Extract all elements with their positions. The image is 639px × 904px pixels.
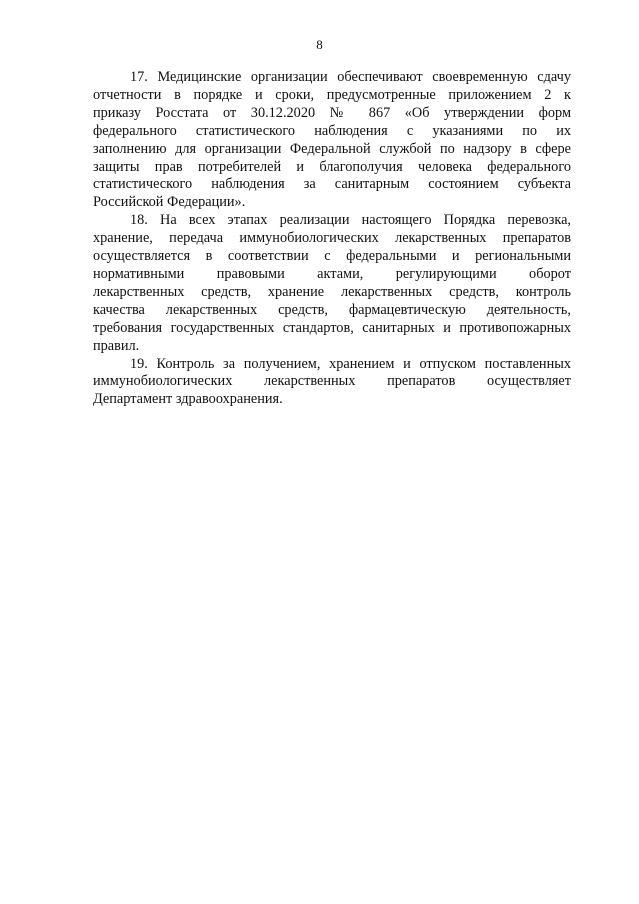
text-line: Российской Федерации». (93, 194, 246, 211)
text-line: осуществляется в соответствии с федеральными и региональными (93, 248, 571, 265)
paragraph-17 (93, 69, 571, 212)
text-line: защиты прав потребителей и благополучия человека федерального (93, 158, 571, 175)
paragraph-18 (93, 212, 571, 355)
text-line: отчетности в порядке и сроки, предусмотренные приложением 2 к (93, 86, 571, 103)
text-line: требования государственных стандартов, санитарных и противопожарных (93, 319, 571, 336)
text-line: 19. Контроль за получением, хранением и отпуском поставленных (130, 355, 571, 372)
paragraph-19 (93, 356, 571, 410)
text-line: заполнению для организации Федеральной службой по надзору в сфере (93, 140, 571, 157)
text-line: хранение, передача иммунобиологических лекарственных препаратов (93, 230, 571, 247)
text-line: правил. (93, 337, 140, 354)
text-line: приказу Росстата от 30.12.2020 № 867 «Об утверждении форм (93, 104, 571, 121)
text-line: лекарственных средств, хранение лекарственных средств, контроль (93, 283, 571, 300)
text-line: статистического наблюдения за санитарным состоянием субъекта (93, 176, 571, 193)
page-number: 8 (316, 37, 323, 52)
text-line: федерального статистического наблюдения с указаниями по их (93, 122, 571, 139)
text-line: нормативными правовыми актами, регулирующими оборот (93, 265, 571, 282)
text-line: 18. На всех этапах реализации настоящего Порядка перевозка, (130, 212, 571, 229)
text-line: иммунобиологических лекарственных препаратов осуществляет (93, 373, 571, 390)
text-line: Департамент здравоохранения. (93, 391, 283, 408)
text-line: 17. Медицинские организации обеспечивают своевременную сдачу (130, 69, 571, 85)
document-body (93, 69, 571, 409)
text-line: качества лекарственных средств, фармацевтическую деятельность, (93, 301, 571, 318)
